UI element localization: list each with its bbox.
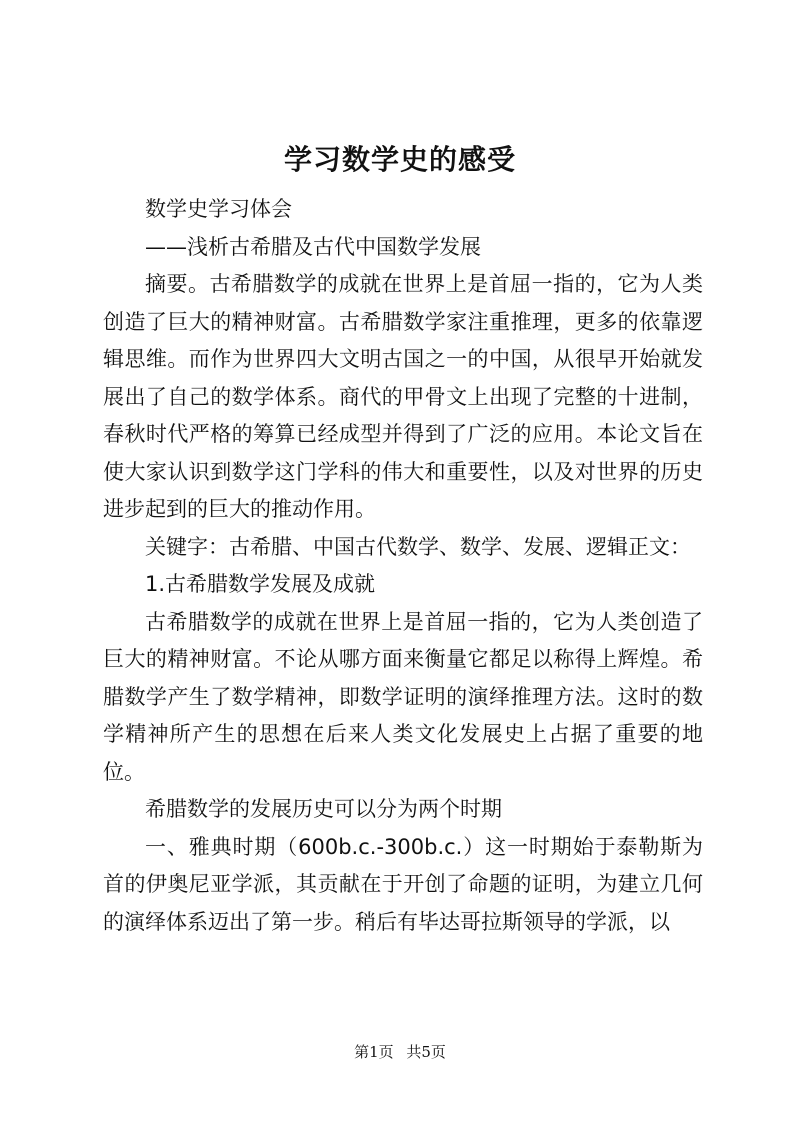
document-title: 学习数学史的感受	[283, 143, 516, 176]
page-footer	[0, 1042, 800, 1062]
body-paragraph: 希腊数学的发展历史可以分为两个时期	[145, 797, 502, 821]
section-heading: 1.古希腊数学发展及成就	[145, 572, 376, 596]
page-total: 共5页	[406, 1043, 446, 1061]
document-body	[103, 191, 703, 941]
body-paragraph: 古希腊数学的成就在世界上是首屈一指的，它为人类创造了巨大的精神财富。不论从哪方面来衡量它都足以称得上辉煌。希腊数学产生了数学精神，即数学证明的演绎推理方法。这时的数学精神所产生的思想在后来人类文化发展史上占据了重要的地位。	[103, 609, 703, 784]
abstract-paragraph: 摘要。古希腊数学的成就在世界上是首屈一指的，它为人类创造了巨大的精神财富。古希腊数学家注重推理，更多的依靠逻辑思维。而作为世界四大文明古国之一的中国，从很早开始就发展出了自己的数学体系。商代的甲骨文上出现了完整的十进制，春秋时代严格的筹算已经成型并得到了广泛的应用。本论文旨在使大家认识到数学这门学科的伟大和重要性，以及对世界的历史进步起到的巨大的推动作用。	[103, 272, 703, 521]
subtitle: 数学史学习体会	[145, 197, 292, 221]
body-paragraph: 一、雅典时期（600b.c.-300b.c.）这一时期始于泰勒斯为首的伊奥尼亚学派，其贡献在于开创了命题的证明，为建立几何的演绎体系迈出了第一步。稍后有毕达哥拉斯领导的学派，以	[103, 834, 703, 934]
page-number: 第1页	[354, 1043, 394, 1061]
sub-subtitle: ——浅析古希腊及古代中国数学发展	[145, 234, 481, 259]
keywords-paragraph: 关键字：古希腊、中国古代数学、数学、发展、逻辑正文：	[145, 534, 691, 559]
